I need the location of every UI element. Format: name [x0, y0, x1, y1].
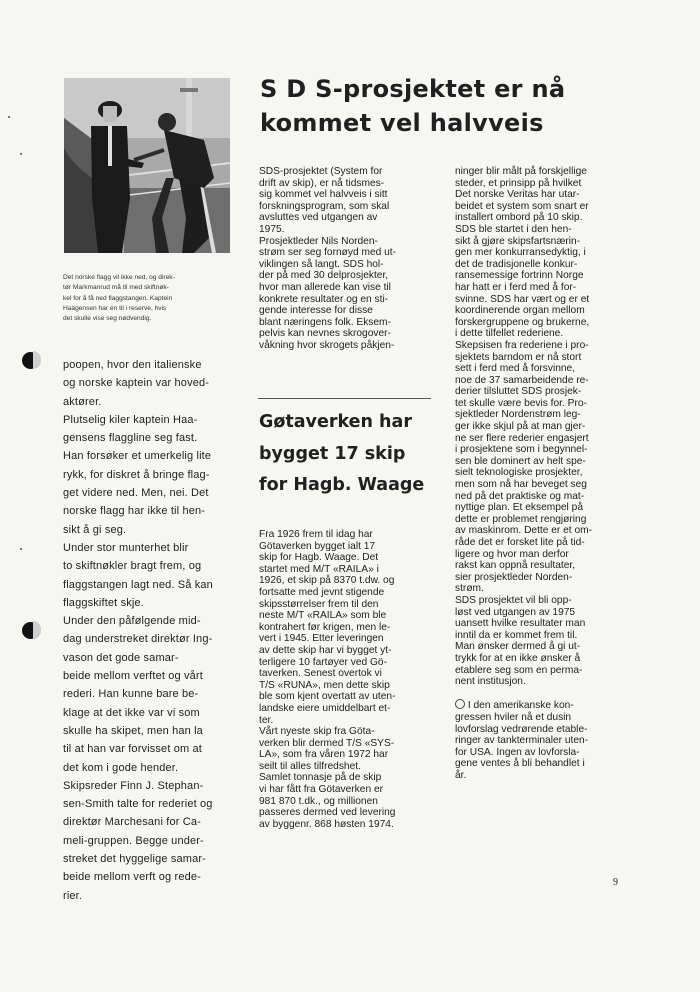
text-line: fortsatte med jevnt stigende	[259, 586, 385, 598]
text-line: sen ble dominert av helt spe-	[455, 455, 586, 467]
caption-line: det skulle vise seg nødvendig.	[63, 315, 152, 323]
text-line: Götaverken bygget ialt 17	[259, 540, 376, 552]
text-line: sikt å gi seg.	[63, 523, 127, 536]
section-divider	[258, 398, 431, 399]
text-line: nent institusjon.	[455, 676, 526, 688]
text-line: sielt teknologiske prosjekter,	[455, 467, 583, 479]
text-line: aktører.	[63, 395, 102, 408]
text-line: rakst kan oppnå resultater,	[455, 560, 576, 572]
text-line: derier tilsluttet SDS prosjek-	[455, 386, 582, 398]
text-line: har hatt er i ferd med å for-	[455, 281, 577, 293]
text-line: det kom i gode hender.	[63, 761, 179, 774]
text-line: Prosjektleder Nils Norden-	[259, 235, 378, 247]
text-line: av maskinrom. Dette er et om-	[455, 525, 593, 537]
text-line: rier.	[63, 889, 83, 902]
text-line: Fra 1926 frem til idag har	[259, 529, 373, 540]
text-line: ger ikke skjul på at man gjer-	[455, 421, 586, 433]
text-line: sikt å gjøre skipsfartsnærin-	[455, 235, 581, 247]
text-line: sier prosjektleder Norden-	[455, 571, 573, 583]
text-line: tet skulle være bevis for. Pro-	[455, 397, 587, 409]
text-line: installert ombord på 10 skip.	[455, 212, 583, 224]
text-line: neste M/T «RAILA» som ble	[259, 610, 387, 622]
text-line: Skepsisen fra rederiene i pro-	[455, 339, 589, 351]
text-line: inntil da er kommet frem til.	[455, 629, 578, 641]
text-line: hvor man allerede kan vise til	[259, 281, 391, 293]
headline-line: S D S-prosjektet er nå	[260, 75, 566, 103]
text-line: Under stor munterhet blir	[63, 541, 189, 554]
headline-line: kommet vel halvveis	[260, 109, 544, 137]
column-middle-sds-article	[259, 166, 429, 352]
caption-line: Haagensen har én til i reserve, hvis	[63, 304, 167, 312]
text-line: av byggenr. 868 høsten 1974.	[259, 818, 394, 830]
text-line: Det norske Veritas har utar-	[455, 189, 580, 201]
caption-line: kel for å få ned flaggstangen. Kaptein	[63, 294, 173, 302]
caption-line: Det norske flagg vil ikke ned, og direk-	[63, 274, 175, 281]
text-line: get videre ned. Men, nei. Det	[63, 487, 209, 500]
text-line: våkning hvor skrogets påkjen-	[259, 339, 395, 351]
sub-headline-line: bygget 17 skip	[259, 443, 406, 464]
text-line: år.	[455, 769, 467, 781]
paper-speck	[20, 153, 22, 155]
punch-hole	[22, 352, 39, 369]
text-line: og norske kaptein var hoved-	[63, 377, 210, 390]
text-line: to skiftnøkler bragt frem, og	[63, 560, 202, 573]
sub-headline-line: for Hagb. Waage	[259, 475, 425, 495]
text-line: drift av skip), er nå tidsmes-	[259, 177, 385, 189]
paper-speck	[8, 116, 10, 118]
text-line: beide mellom verftet og vårt	[63, 670, 203, 683]
photo-caption	[63, 273, 233, 324]
text-line: meli-gruppen. Begge under-	[63, 834, 204, 847]
text-line: pelvis kan nevnes skrogover-	[259, 328, 391, 340]
text-line: noe de 37 samarbeidende re-	[455, 374, 589, 386]
text-line: skipsstørrelser frem til den	[259, 598, 379, 610]
text-line: avsluttes ved utgangen av	[259, 212, 378, 224]
text-line: koordinerende organ mellom	[455, 305, 585, 317]
text-line: kontrahert før krigen, men le-	[259, 621, 391, 633]
text-line: ned på det praktiske og mat-	[455, 490, 585, 502]
text-line: gene ventes å bli behandlet i	[455, 758, 585, 770]
text-line: 981 870 t.dk., og millionen	[259, 795, 378, 807]
text-line: etablere seg som en perma-	[455, 664, 583, 676]
text-line: norske flagg har ikke til hen-	[63, 505, 206, 518]
page-number: 9	[613, 877, 618, 888]
text-line: gende interesse for disse	[259, 305, 373, 317]
punch-hole	[22, 622, 39, 639]
text-line: 1975.	[259, 223, 285, 235]
text-line: blant næringens folk. Eksem-	[259, 316, 391, 328]
text-line: Skipsreder Finn J. Stephan-	[63, 779, 204, 792]
text-line: vi har fått fra Götaverken er	[259, 784, 384, 796]
text-line: av dette skip har vi bygget yt-	[259, 644, 392, 656]
text-line: lovforslag vedrørende etable-	[455, 723, 588, 735]
text-line: skulle ha skipet, men han la	[63, 724, 203, 737]
text-line: skip for Hagb. Waage. Det	[259, 552, 379, 564]
text-line: steder, et prinsipp på hvilket	[455, 177, 582, 189]
text-line: i dette tilfellet rederiene.	[455, 328, 564, 340]
text-line: konkrete resultater og en sti-	[259, 293, 389, 305]
paper-speck	[20, 548, 22, 550]
text-line: gensens flaggline seg fast.	[63, 432, 198, 445]
text-line: Vårt nyeste skip fra Göta-	[259, 726, 375, 738]
text-line: klage at det ikke var vi som	[63, 706, 200, 719]
text-line: ringer av tankterminaler uten-	[455, 735, 589, 747]
text-line: uansett hvilke resultater man	[455, 618, 586, 630]
text-line: startet med M/T «RAILA» i	[259, 563, 379, 575]
text-line: Samlet tonnasje på de skip	[259, 772, 382, 784]
text-line: terligere 10 fartøyer ved Gö-	[259, 656, 387, 668]
text-line: SDS ble startet i den hen-	[455, 223, 572, 235]
text-line: rykk, for diskret å bringe flag-	[63, 468, 210, 481]
text-line: strøm ser seg fornøyd med ut-	[259, 247, 396, 259]
text-line: direktør Marchesani for Ca-	[63, 816, 201, 829]
text-line: flaggskiftet skje.	[63, 596, 144, 609]
text-line: vert i 1945. Etter leveringen	[259, 633, 384, 645]
text-line: T/S «RUNA», men dette skip	[259, 679, 390, 691]
caption-line: tør Markmanrud må til med skiftnøk-	[63, 284, 169, 292]
text-line: flaggstangen lagt ned. Så kan	[63, 578, 213, 591]
text-line: men som nå har beveget seg	[455, 479, 587, 491]
text-line: Han forsøker et umerkelig lite	[63, 450, 212, 463]
text-line: beidet et system som snart er	[455, 200, 589, 212]
text-line: ransemessige fortrinn Norge	[455, 270, 584, 282]
text-line: taverken. Senest overtok vi	[259, 668, 382, 680]
text-line: råde det er forsket lite på tid-	[455, 537, 585, 548]
sub-headline-line: Gøtaverken har	[259, 412, 412, 432]
column-left	[63, 356, 235, 905]
photo-illustration	[64, 78, 230, 253]
text-line: ter.	[259, 714, 274, 726]
text-line: forskergruppene og brukerne,	[455, 316, 590, 328]
text-line: sjektleder Nordenstrøm leg-	[455, 409, 581, 421]
text-line	[455, 688, 625, 700]
text-line: der på med 30 delprosjekter,	[259, 270, 389, 282]
text-line: sett i ferd med å forsvinne,	[455, 363, 576, 375]
text-line: landske eiere umiddelbart et-	[259, 702, 391, 714]
text-line: ble som kjent overtatt av uten-	[259, 691, 396, 703]
text-line: Under den påfølgende mid-	[63, 615, 201, 628]
text-line: gen mer konkurransedyktig, i	[455, 247, 586, 259]
section-headline	[259, 407, 439, 502]
text-line: trykk for at en ikke ønsker å	[455, 652, 581, 664]
text-line: til at han var forvisset om at	[63, 743, 202, 756]
text-line: i prosjektene som i begynnel-	[455, 444, 588, 456]
text-line: streket det hyggelige samar-	[63, 853, 206, 866]
text-line: forskningsprogram, som skal	[259, 200, 390, 212]
text-line: LA», som fra våren 1972 har	[259, 749, 389, 761]
text-line: det de tradisjonelle konkur-	[455, 258, 578, 270]
text-line: verken blir dermed T/S «SYS-	[259, 737, 395, 749]
text-line: løst ved utgangen av 1975	[455, 606, 576, 618]
article-headline	[260, 72, 590, 140]
text-line: Plutselig kiler kaptein Haa-	[63, 413, 198, 426]
ship-deck-photo	[64, 78, 230, 253]
text-line: for USA. Ingen av lovforsla-	[455, 746, 580, 758]
text-line: SDS prosjektet vil bli opp-	[455, 594, 572, 606]
text-line: ligere og hvor man derfor	[455, 548, 569, 560]
text-line: sjektets barndom er nå stort	[455, 351, 582, 363]
text-line: nyttige plan. Et eksempel på	[455, 502, 583, 514]
text-line: Man ønsker dermed å gi ut-	[455, 641, 581, 653]
text-line: seilt til alles tilfredshet.	[259, 760, 361, 772]
text-line: strøm.	[455, 583, 484, 595]
text-line: viklingen så langt. SDS hol-	[259, 258, 384, 270]
text-line: beide mellom verft og rede-	[63, 871, 201, 884]
text-line: svinne. SDS har vært og er et	[455, 293, 590, 305]
text-line: dette er problemet rengjøring	[455, 513, 587, 525]
text-line: gressen hviler nå et dusin	[455, 711, 572, 723]
text-line: ninger blir målt på forskjellige	[455, 166, 587, 177]
text-line: 1926, et skip på 8370 t.dw. og	[259, 575, 395, 587]
text-line: SDS-prosjektet (System for	[259, 166, 383, 177]
text-line: sig kommet vel halvveis i sitt	[259, 189, 388, 201]
text-line: rederi. Han kunne bare be-	[63, 688, 199, 701]
text-line: ne ser flere rederier engasjert	[455, 432, 589, 444]
text-line: passeres dermed ved levering	[259, 807, 396, 819]
text-line: sen-Smith talte for rederiet og	[63, 798, 213, 811]
circle-bullet-icon	[455, 699, 465, 709]
column-right	[455, 166, 625, 781]
text-line: vason det gode samar-	[63, 651, 179, 664]
column-middle-gotaverken-article	[259, 529, 429, 830]
text-line: poopen, hvor den italienske	[63, 359, 202, 371]
text-line: dag understreket direktør Ing-	[63, 633, 213, 646]
text-line: I den amerikanske kon-	[455, 699, 625, 712]
